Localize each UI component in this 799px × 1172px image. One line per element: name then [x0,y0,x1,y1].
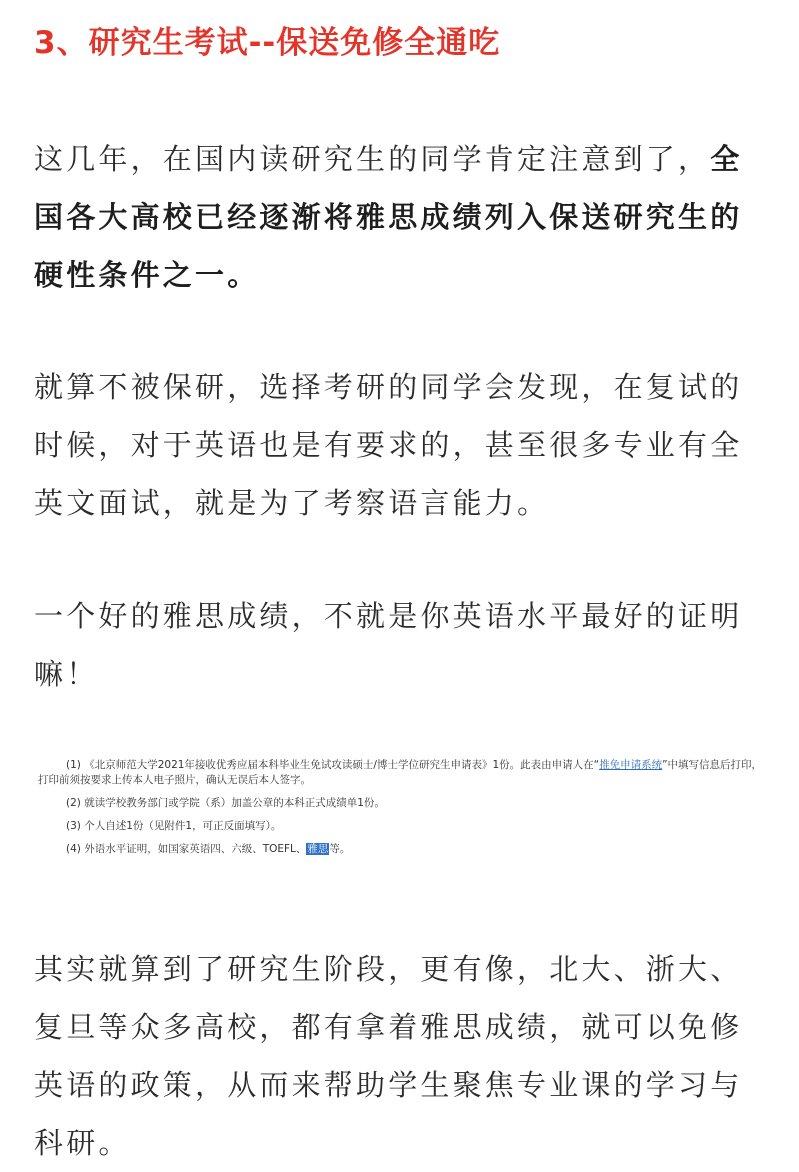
application-system-link[interactable]: 推免申请系统 [599,759,663,771]
requirement-text: (1) 《北京师范大学2021年接收优秀应届本科毕业生免试攻读硕士/博士学位研究生申请表》1份。此表由申请人在“ [66,759,600,771]
emphasized-text: 全国各大高校已经逐渐将雅思成绩列入保送研究生的硬性条件之一。 [34,142,743,292]
requirement-item-4 [38,842,768,857]
requirement-text: (4) 外语水平证明，如国家英语四、六级、TOEFL、 [66,843,307,855]
requirement-text: ”中填写信息后打印，打印前须按要求上传本人电子照片，确认无误后本人签字。 [38,759,763,786]
requirement-item-1 [38,758,768,788]
paragraph-ielts-proof: 一个好的雅思成绩，不就是你英语水平最好的证明嘛！ [34,599,743,691]
requirement-text: 等。 [329,843,351,855]
requirement-item-2: (2) 就读学校教务部门或学院（系）加盖公章的本科正式成绩单1份。 [66,797,385,809]
admission-requirements-screenshot [38,758,768,865]
section-heading: 3、研究生考试--保送免修全通吃 [34,25,501,61]
paragraph-graduate-recommendation [34,130,768,304]
requirement-item-3: (3) 个人自述1份（见附件1，可正反面填写）。 [66,820,282,832]
paragraph-text: 这几年，在国内读研究生的同学肯定注意到了， [34,142,711,176]
highlighted-text: 雅思 [307,843,329,855]
paragraph-retest-english: 就算不被保研，选择考研的同学会发现，在复试的时候，对于英语也是有要求的，甚至很多专业有全英文面试，就是为了考察语言能力。 [34,370,743,520]
paragraph-course-exemption: 其实就算到了研究生阶段，更有像，北大、浙大、复旦等众多高校，都有拿着雅思成绩，就可以免修英语的政策，从而来帮助学生聚焦专业课的学习与科研。 [34,952,743,1160]
